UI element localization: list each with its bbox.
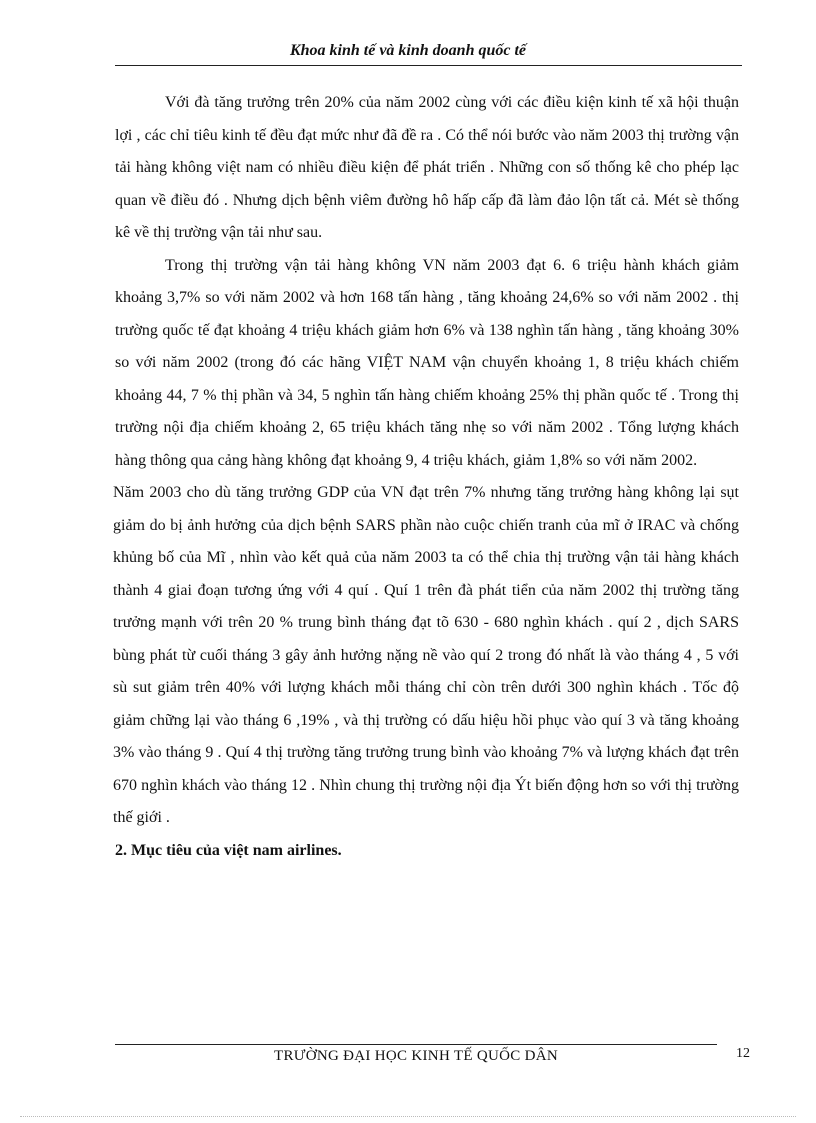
paragraph-1: Với đà tăng trưởng trên 20% của năm 2002 cùng với các điều kiện kinh tế xã hội thuận lợi , các chỉ tiêu kinh tế đều đạt mức như đã đề ra . Có thể nói bước vào năm 2003 thị trường vận tải hàng không việt nam có nhiều điều kiện để phát triển . Những con số thống kê cho phép lạc quan về điều đó . Nhưng dịch bệnh viêm đường hô hấp cấp đã làm đảo lộn tất cả. Mét sè thống kê về thị trường vận tải như sau.: [115, 94, 739, 241]
header-divider: [115, 65, 742, 66]
section-heading: 2. Mục tiêu của việt nam airlines.: [115, 841, 342, 859]
page-number: 12: [736, 1046, 750, 1061]
paragraph-2: Trong thị trường vận tải hàng không VN năm 2003 đạt 6. 6 triệu hành khách giảm khoảng 3,7% so với năm 2002 và hơn 168 tấn hàng , tăng khoảng 24,6% so với năm 2002 . thị trường quốc tế đạt khoảng 4 triệu khách giảm hơn 6% và 138 nghìn tấn hàng , tăng khoảng 30% so với năm 2002 (trong đó các hãng VIỆT NAM vận chuyển khoảng 1, 8 triệu khách chiếm khoảng 44, 7 % thị phần và 34, 5 nghìn tấn hàng chiếm khoảng 25% thị phần quốc tế . Trong thị trường nội địa chiếm khoảng 2, 65 triệu khách tăng nhẹ so với năm 2002 . Tổng lượng khách hàng thông qua cảng hàng không đạt khoảng 9, 4 triệu khách, giảm 1,8% so với năm 2002.: [115, 256, 739, 469]
paragraph-3: Năm 2003 cho dù tăng trưởng GDP của VN đạt trên 7% nhưng tăng trưởng hàng không lại sụt giảm do bị ảnh hưởng của dịch bệnh SARS phần nào cuộc chiến tranh của mĩ ở IRAC và chống khủng bố của Mĩ , nhìn vào kết quả của năm 2003 ta có thể chia thị trường vận tải hàng khách thành 4 giai đoạn tương ứng với 4 quí . Quí 1 trên đà phát tiển của năm 2002 thị trường tăng trưởng mạnh với trên 20 % trung bình tháng đạt tõ 630 - 680 nghìn khách . quí 2 , dịch SARS bùng phát từ cuối tháng 3 gây ảnh hưởng nặng nề vào quí 2 trong đó nhất là vào tháng 4 , 5 với sù sut giảm trên 40% với lượng khách mỗi tháng chỉ còn trên dưới 300 nghìn khách . Tốc độ giảm chững lại vào tháng 6 ,19% , và thị trường có dấu hiệu hồi phục vào quí 3 và tăng khoảng 3% vào tháng 9 . Quí 4 thị trường tăng trưởng trung bình vào khoảng 7% và lượng khách đạt trên 670 nghìn khách vào tháng 12 . Nhìn chung thị trường nội địa Ýt biến động hơn so với thị trường thế giới .: [113, 484, 739, 826]
document-body: [115, 87, 739, 867]
page-bottom-edge: [20, 1116, 796, 1117]
footer-university-name: TRƯỜNG ĐẠI HỌC KINH TẾ QUỐC DÂN: [274, 1048, 558, 1064]
page-header-title: Khoa kinh tế và kinh doanh quốc tế: [289, 42, 527, 59]
footer-divider: [115, 1044, 717, 1045]
